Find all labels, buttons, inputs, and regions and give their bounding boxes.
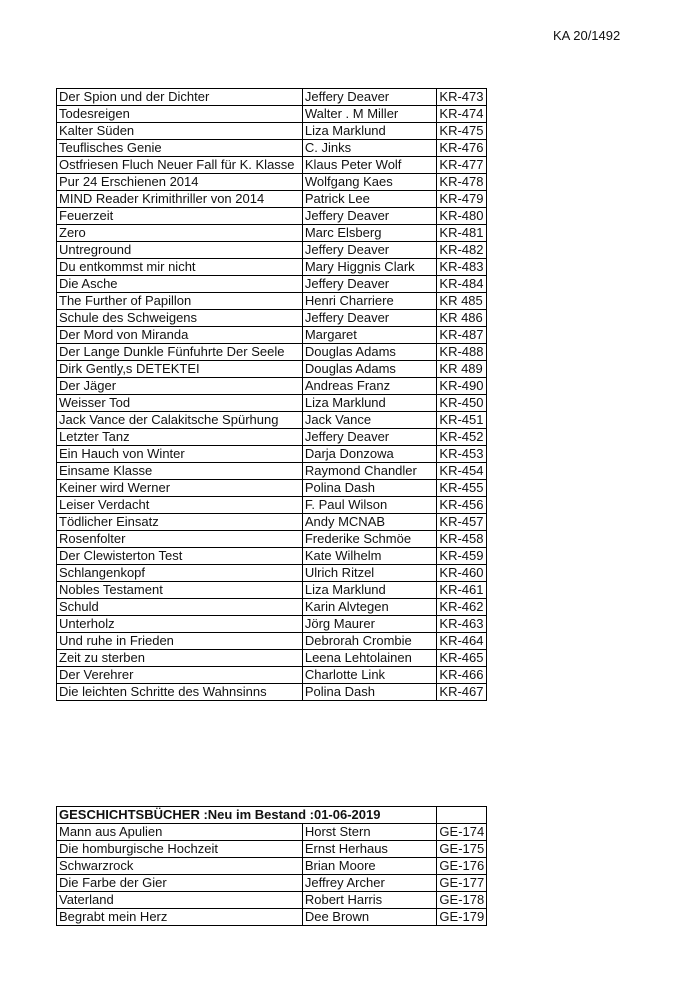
crime-book-author-cell: C. Jinks [302,140,437,157]
crime-books-table [56,88,487,701]
crime-book-row [57,242,487,259]
crime-book-title-cell: Rosenfolter [57,531,303,548]
crime-book-row [57,310,487,327]
crime-book-shelf-code-cell: KR-451 [437,412,487,429]
crime-book-author-cell: Jeffery Deaver [302,89,437,106]
crime-book-row [57,123,487,140]
crime-book-author-cell: Raymond Chandler [302,463,437,480]
crime-book-row [57,429,487,446]
crime-book-title-cell: Keiner wird Werner [57,480,303,497]
crime-book-title-cell: Zeit zu sterben [57,650,303,667]
crime-book-shelf-code-cell: KR-459 [437,548,487,565]
crime-book-shelf-code-cell: KR-475 [437,123,487,140]
crime-book-shelf-code-cell: KR-483 [437,259,487,276]
crime-book-title-cell: Schule des Schweigens [57,310,303,327]
history-book-title-cell: Schwarzrock [57,858,303,875]
crime-book-row [57,412,487,429]
crime-book-author-cell: Kate Wilhelm [302,548,437,565]
crime-book-shelf-code-cell: KR-457 [437,514,487,531]
crime-book-shelf-code-cell: KR-461 [437,582,487,599]
crime-book-author-cell: Andreas Franz [302,378,437,395]
crime-book-row [57,259,487,276]
crime-book-title-cell: MIND Reader Krimithriller von 2014 [57,191,303,208]
crime-book-author-cell: Liza Marklund [302,395,437,412]
crime-book-author-cell: Jack Vance [302,412,437,429]
crime-book-author-cell: Polina Dash [302,480,437,497]
crime-book-shelf-code-cell: KR-479 [437,191,487,208]
crime-book-title-cell: Zero [57,225,303,242]
history-book-shelf-code-cell: GE-178 [437,892,487,909]
crime-book-author-cell: Klaus Peter Wolf [302,157,437,174]
crime-book-author-cell: Douglas Adams [302,344,437,361]
history-book-title-cell: Die homburgische Hochzeit [57,841,303,858]
crime-book-title-cell: Todesreigen [57,106,303,123]
crime-book-author-cell: Patrick Lee [302,191,437,208]
history-book-author-cell: Brian Moore [302,858,437,875]
crime-book-shelf-code-cell: KR-482 [437,242,487,259]
history-book-row [57,824,487,841]
crime-book-row [57,616,487,633]
history-book-shelf-code-cell: GE-174 [437,824,487,841]
crime-book-row [57,395,487,412]
crime-book-row [57,191,487,208]
history-book-shelf-code-cell: GE-176 [437,858,487,875]
crime-book-title-cell: Und ruhe in Frieden [57,633,303,650]
crime-book-author-cell: Wolfgang Kaes [302,174,437,191]
crime-book-author-cell: Jeffery Deaver [302,276,437,293]
crime-book-shelf-code-cell: KR-478 [437,174,487,191]
crime-book-title-cell: Schlangenkopf [57,565,303,582]
crime-book-author-cell: F. Paul Wilson [302,497,437,514]
crime-book-shelf-code-cell: KR-490 [437,378,487,395]
history-heading: GESCHICHTSBÜCHER :Neu im Bestand :01-06-2019 [57,807,437,824]
crime-book-author-cell: Marc Elsberg [302,225,437,242]
empty-cell [437,807,487,824]
crime-book-title-cell: Weisser Tod [57,395,303,412]
crime-book-title-cell: Der Mord von Miranda [57,327,303,344]
crime-book-title-cell: Teuflisches Genie [57,140,303,157]
history-book-row [57,841,487,858]
crime-book-row [57,480,487,497]
history-book-author-cell: Robert Harris [302,892,437,909]
crime-book-title-cell: Untreground [57,242,303,259]
crime-book-author-cell: Polina Dash [302,684,437,701]
crime-book-row [57,599,487,616]
crime-book-shelf-code-cell: KR-480 [437,208,487,225]
crime-book-row [57,497,487,514]
crime-book-title-cell: The Further of Papillon [57,293,303,310]
crime-book-author-cell: Frederike Schmöe [302,531,437,548]
crime-book-title-cell: Kalter Süden [57,123,303,140]
crime-book-author-cell: Charlotte Link [302,667,437,684]
crime-book-title-cell: Pur 24 Erschienen 2014 [57,174,303,191]
history-book-author-cell: Jeffrey Archer [302,875,437,892]
crime-book-row [57,174,487,191]
crime-book-title-cell: Letzter Tanz [57,429,303,446]
crime-book-row [57,208,487,225]
crime-book-title-cell: Du entkommst mir nicht [57,259,303,276]
history-book-row [57,909,487,926]
history-book-title-cell: Mann aus Apulien [57,824,303,841]
crime-book-shelf-code-cell: KR 486 [437,310,487,327]
history-book-row [57,858,487,875]
crime-book-author-cell: Walter . M Miller [302,106,437,123]
history-book-row [57,875,487,892]
crime-book-row [57,463,487,480]
crime-book-shelf-code-cell: KR-474 [437,106,487,123]
crime-book-row [57,140,487,157]
crime-book-shelf-code-cell: KR-453 [437,446,487,463]
crime-book-shelf-code-cell: KR-452 [437,429,487,446]
crime-book-row [57,548,487,565]
crime-book-title-cell: Feuerzeit [57,208,303,225]
crime-book-title-cell: Einsame Klasse [57,463,303,480]
crime-book-author-cell: Jörg Maurer [302,616,437,633]
history-book-title-cell: Die Farbe der Gier [57,875,303,892]
crime-book-author-cell: Mary Higgnis Clark [302,259,437,276]
crime-book-author-cell: Liza Marklund [302,123,437,140]
crime-book-shelf-code-cell: KR-458 [437,531,487,548]
crime-book-row [57,650,487,667]
crime-book-shelf-code-cell: KR-463 [437,616,487,633]
crime-book-row [57,446,487,463]
crime-book-shelf-code-cell: KR-450 [437,395,487,412]
crime-book-shelf-code-cell: KR-455 [437,480,487,497]
crime-book-author-cell: Jeffery Deaver [302,310,437,327]
crime-book-row [57,157,487,174]
crime-book-shelf-code-cell: KR-476 [437,140,487,157]
crime-book-author-cell: Darja Donzowa [302,446,437,463]
crime-book-title-cell: Der Clewisterton Test [57,548,303,565]
crime-book-title-cell: Leiser Verdacht [57,497,303,514]
crime-book-author-cell: Leena Lehtolainen [302,650,437,667]
crime-book-title-cell: Der Verehrer [57,667,303,684]
crime-book-shelf-code-cell: KR-473 [437,89,487,106]
history-book-title-cell: Vaterland [57,892,303,909]
crime-book-title-cell: Der Lange Dunkle Fünfuhrte Der Seele [57,344,303,361]
crime-book-author-cell: Ulrich Ritzel [302,565,437,582]
crime-book-title-cell: Der Jäger [57,378,303,395]
crime-book-shelf-code-cell: KR-460 [437,565,487,582]
crime-book-title-cell: Die Asche [57,276,303,293]
crime-book-row [57,531,487,548]
history-book-shelf-code-cell: GE-179 [437,909,487,926]
crime-book-shelf-code-cell: KR-487 [437,327,487,344]
crime-book-row [57,327,487,344]
crime-book-shelf-code-cell: KR-488 [437,344,487,361]
crime-book-row [57,582,487,599]
crime-book-author-cell: Jeffery Deaver [302,208,437,225]
crime-book-title-cell: Unterholz [57,616,303,633]
crime-book-shelf-code-cell: KR-484 [437,276,487,293]
history-books-table [56,806,487,926]
crime-book-row [57,378,487,395]
crime-book-shelf-code-cell: KR-481 [437,225,487,242]
crime-book-shelf-code-cell: KR 489 [437,361,487,378]
crime-book-row [57,633,487,650]
crime-book-author-cell: Karin Alvtegen [302,599,437,616]
crime-book-row [57,344,487,361]
crime-book-shelf-code-cell: KR-466 [437,667,487,684]
crime-book-shelf-code-cell: KR-456 [437,497,487,514]
history-book-author-cell: Horst Stern [302,824,437,841]
crime-book-title-cell: Die leichten Schritte des Wahnsinns [57,684,303,701]
crime-book-row [57,293,487,310]
crime-book-row [57,89,487,106]
history-book-shelf-code-cell: GE-175 [437,841,487,858]
crime-book-shelf-code-cell: KR-465 [437,650,487,667]
crime-book-shelf-code-cell: KR 485 [437,293,487,310]
crime-book-shelf-code-cell: KR-477 [437,157,487,174]
crime-book-title-cell: Ostfriesen Fluch Neuer Fall für K. Klasse [57,157,303,174]
crime-book-title-cell: Ein Hauch von Winter [57,446,303,463]
crime-book-author-cell: Jeffery Deaver [302,242,437,259]
crime-book-title-cell: Dirk Gently,s DETEKTEI [57,361,303,378]
crime-book-title-cell: Jack Vance der Calakitsche Spürhung [57,412,303,429]
crime-book-shelf-code-cell: KR-467 [437,684,487,701]
history-book-title-cell: Begrabt mein Herz [57,909,303,926]
crime-book-row [57,361,487,378]
crime-book-title-cell: Nobles Testament [57,582,303,599]
crime-book-title-cell: Tödlicher Einsatz [57,514,303,531]
crime-book-author-cell: Andy MCNAB [302,514,437,531]
crime-book-shelf-code-cell: KR-464 [437,633,487,650]
history-header-row [57,807,487,824]
crime-book-row [57,667,487,684]
crime-book-author-cell: Liza Marklund [302,582,437,599]
crime-book-author-cell: Henri Charriere [302,293,437,310]
history-book-author-cell: Ernst Herhaus [302,841,437,858]
crime-book-shelf-code-cell: KR-462 [437,599,487,616]
crime-book-author-cell: Margaret [302,327,437,344]
crime-book-row [57,276,487,293]
crime-book-row [57,106,487,123]
crime-book-row [57,514,487,531]
history-book-author-cell: Dee Brown [302,909,437,926]
history-book-shelf-code-cell: GE-177 [437,875,487,892]
crime-book-shelf-code-cell: KR-454 [437,463,487,480]
crime-book-row [57,225,487,242]
document-reference: KA 20/1492 [553,28,621,43]
history-book-row [57,892,487,909]
crime-book-author-cell: Douglas Adams [302,361,437,378]
crime-book-author-cell: Jeffery Deaver [302,429,437,446]
crime-book-row [57,684,487,701]
crime-book-title-cell: Schuld [57,599,303,616]
crime-book-title-cell: Der Spion und der Dichter [57,89,303,106]
crime-book-author-cell: Debrorah Crombie [302,633,437,650]
crime-book-row [57,565,487,582]
